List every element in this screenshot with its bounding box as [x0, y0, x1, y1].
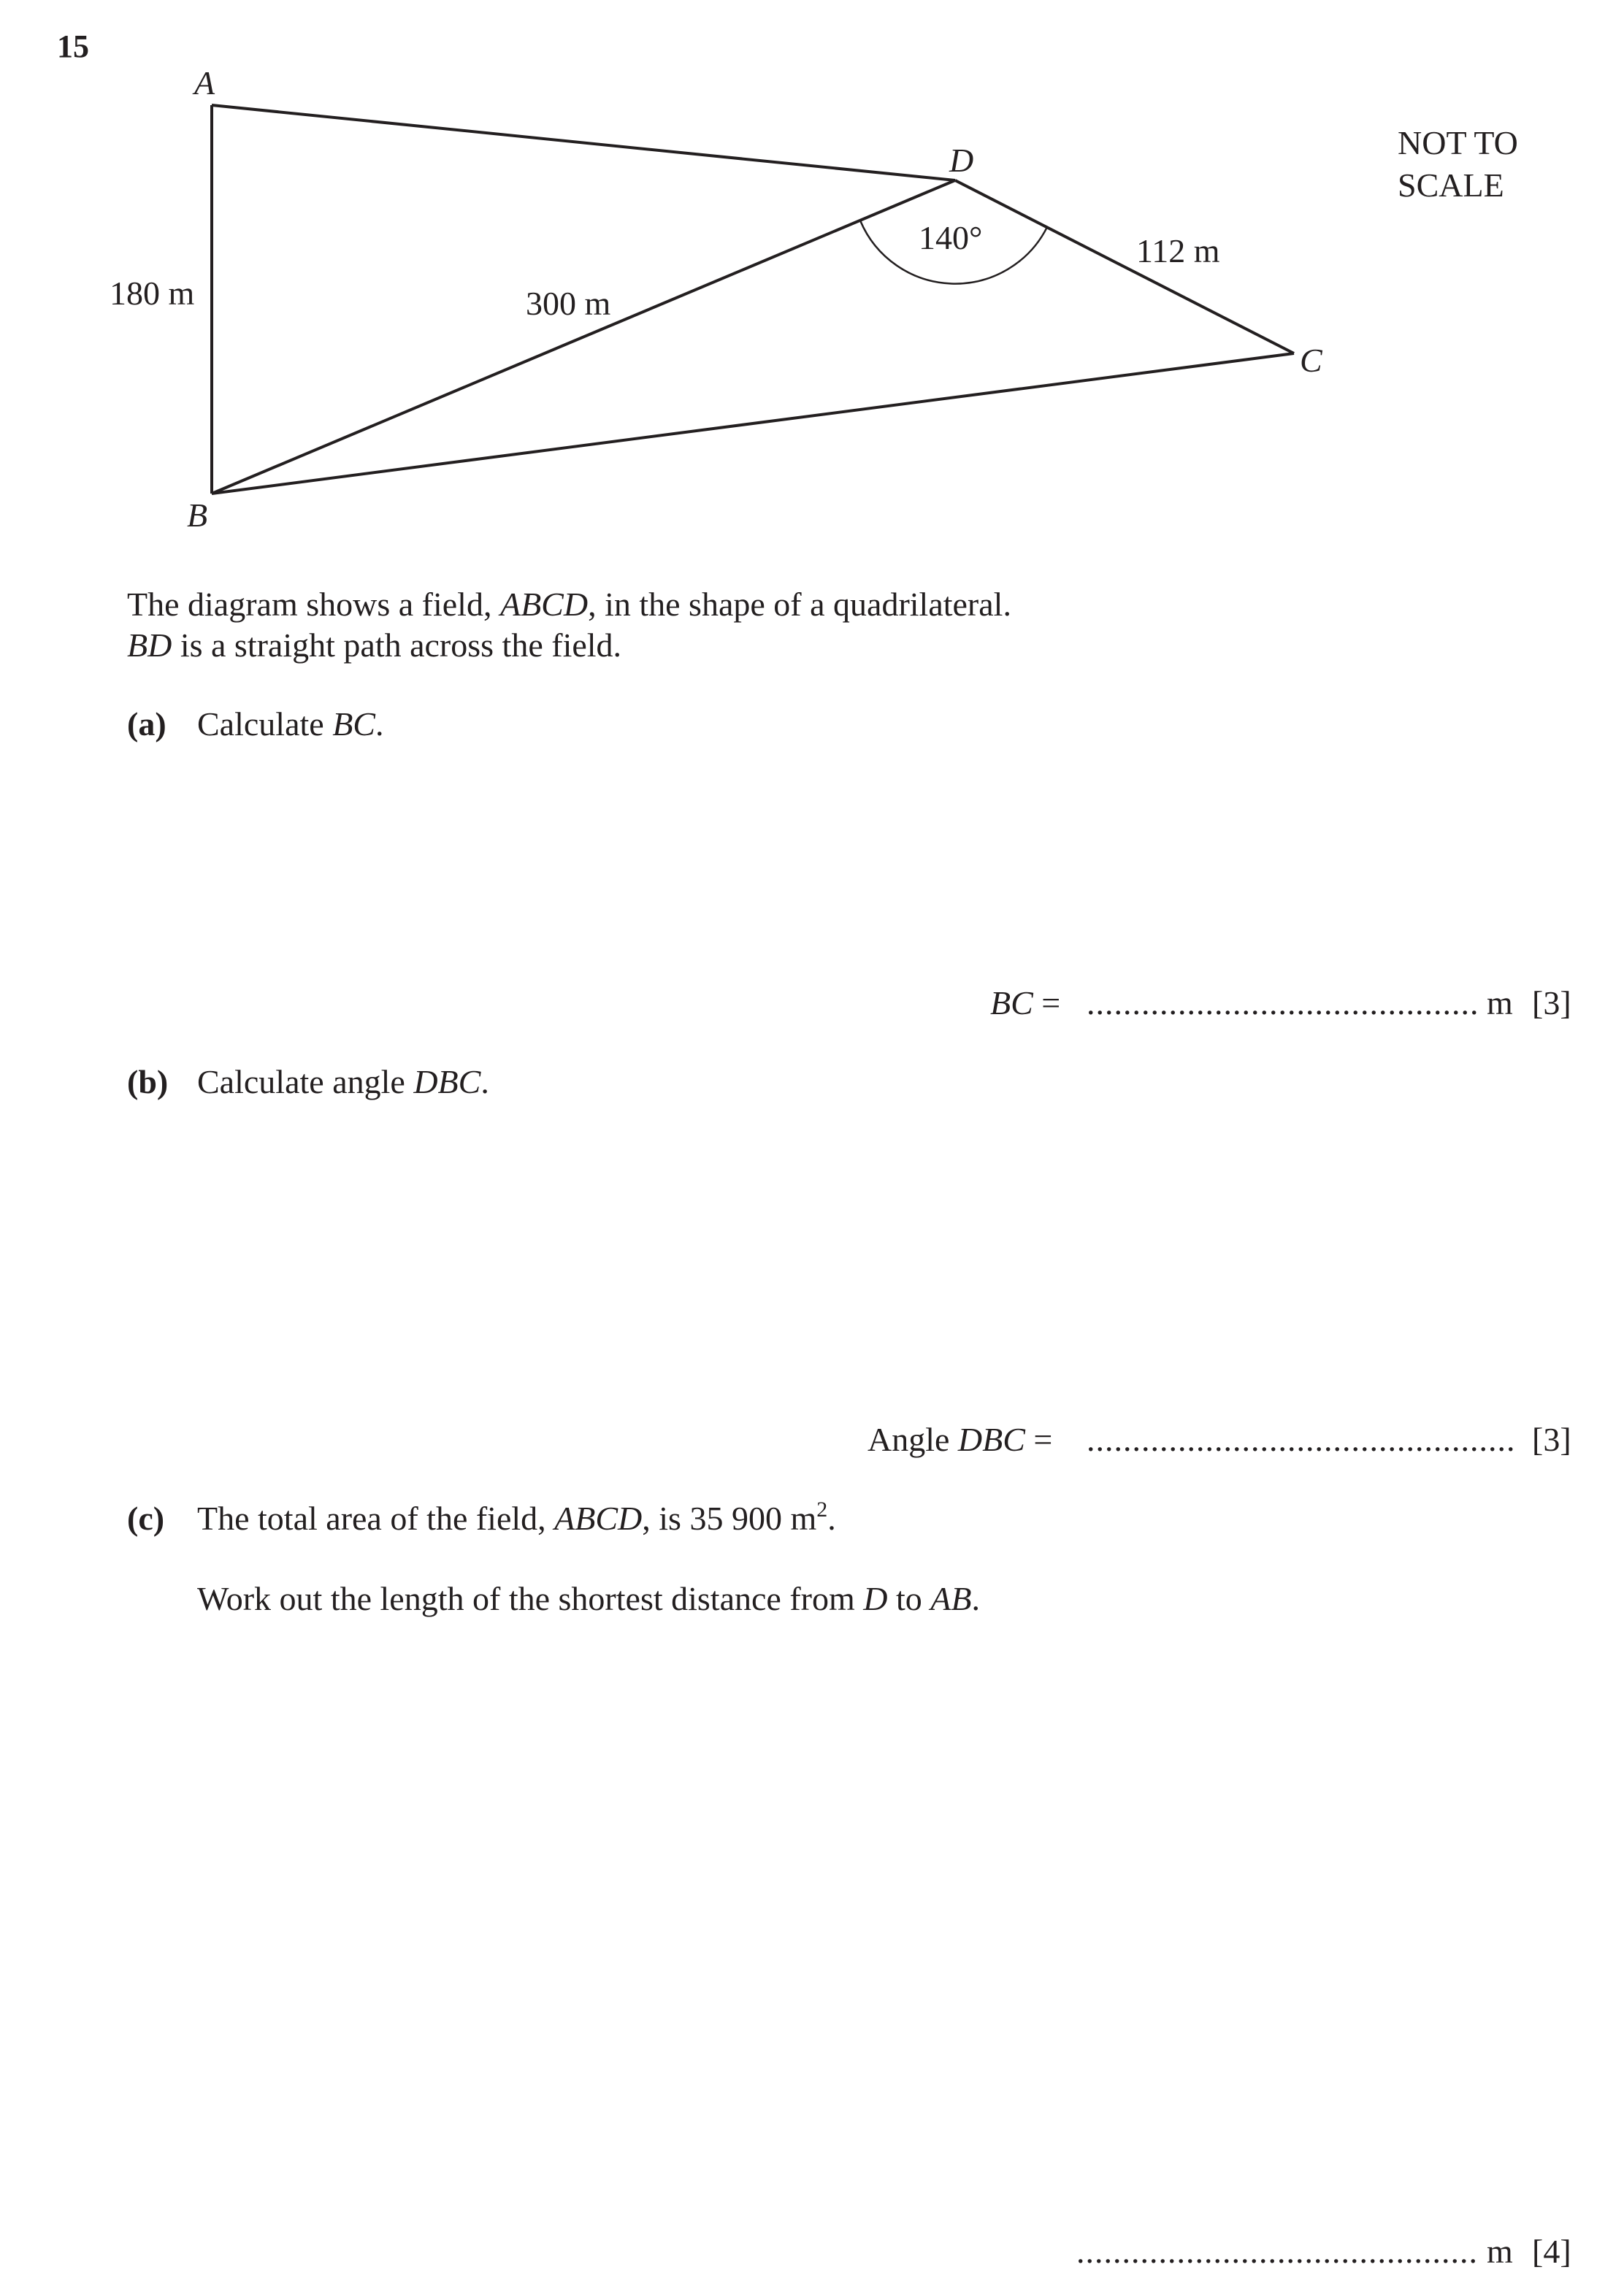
part-b-marks: [3] — [1532, 1421, 1571, 1458]
vertex-c-label: C — [1300, 342, 1322, 379]
part-a-unit: m — [1487, 984, 1513, 1021]
part-c-unit: m — [1487, 2233, 1513, 2270]
intro-line-1: The diagram shows a field, ABCD, in the shape of a quadrilateral. — [127, 586, 1011, 623]
part-a-label: (a) — [127, 705, 166, 743]
part-b-answer-line[interactable]: ............................................... — [1087, 1421, 1516, 1458]
length-dc-label: 112 m — [1136, 232, 1220, 269]
quadrilateral-diagram — [0, 0, 1624, 555]
part-c-question-line-1: The total area of the field, ABCD, is 35 900 $m^2$. — [197, 1497, 836, 1537]
scale-note-line2: SCALE — [1398, 166, 1504, 204]
intro-line-2: BD is a straight path across the field. — [127, 626, 622, 664]
part-c-marks: [4] — [1532, 2233, 1571, 2270]
part-a-question: Calculate BC. — [197, 705, 384, 743]
vertex-a-label: A — [194, 64, 215, 101]
part-a-answer-lhs: BC = — [990, 984, 1061, 1021]
side-ad — [212, 105, 955, 180]
vertex-d-label: D — [949, 142, 974, 179]
angle-bdc-label: 140° — [919, 219, 983, 256]
length-bd-label: 300 m — [526, 285, 611, 322]
vertex-b-label: B — [187, 496, 208, 534]
question-number: 15 — [57, 28, 89, 64]
scale-note-line1: NOT TO — [1398, 124, 1518, 161]
length-ab-label: 180 m — [110, 275, 195, 312]
part-c-answer-line[interactable]: ............................................ — [1076, 2233, 1478, 2270]
side-dc — [955, 180, 1294, 353]
part-a-answer-line[interactable]: ........................................... — [1087, 984, 1479, 1021]
part-a-marks: [3] — [1532, 984, 1571, 1021]
part-c-label: (c) — [127, 1500, 165, 1537]
side-bc — [212, 353, 1294, 494]
part-b-label: (b) — [127, 1063, 169, 1100]
part-b-answer-lhs: Angle DBC = — [867, 1421, 1053, 1458]
part-b-question: Calculate angle DBC. — [197, 1063, 489, 1100]
part-c-question-line-2: Work out the length of the shortest distance from D to AB. — [197, 1580, 980, 1617]
